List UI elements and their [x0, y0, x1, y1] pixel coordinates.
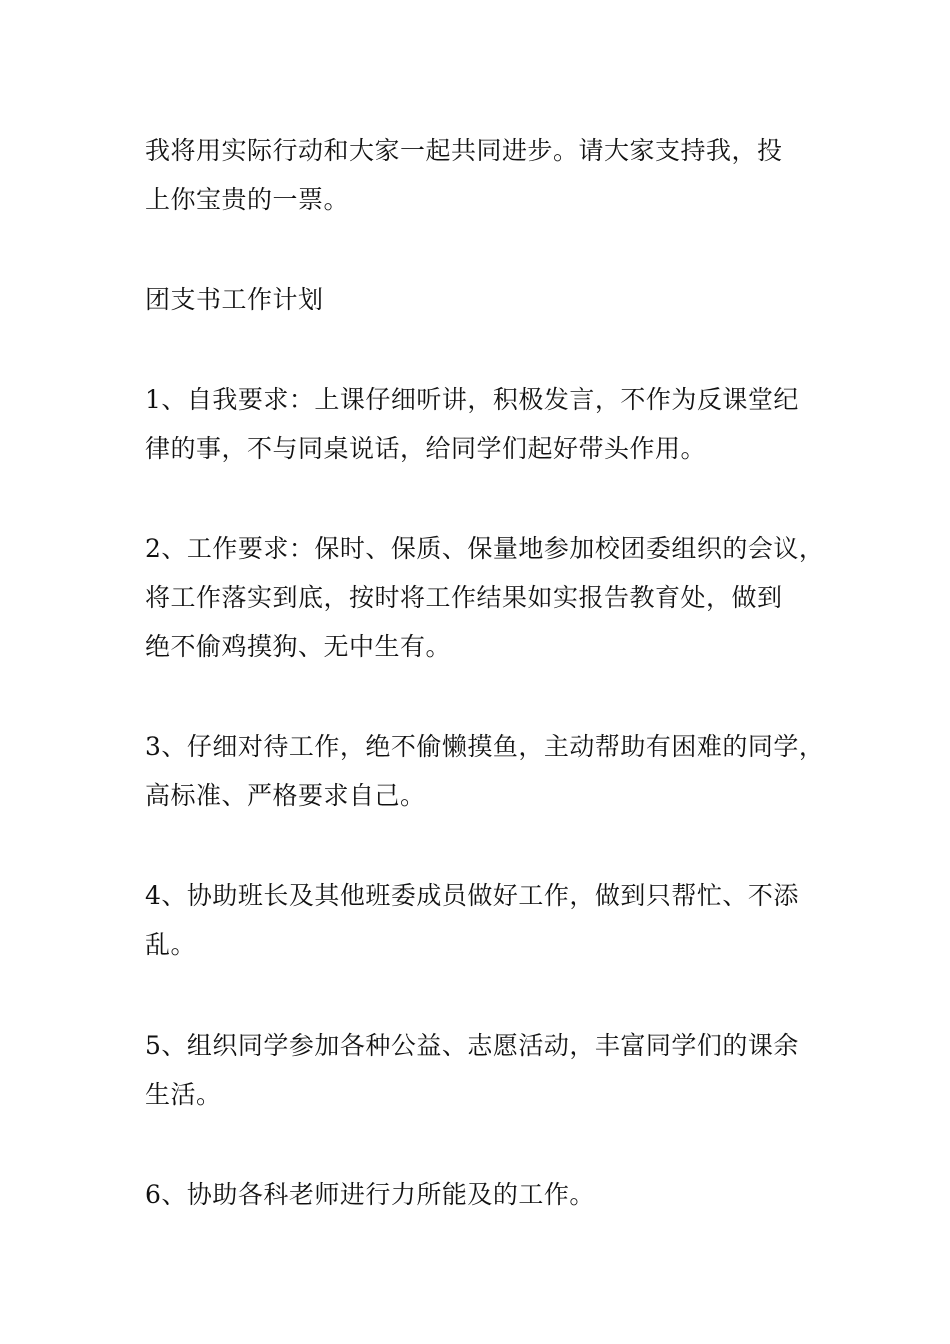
text-line: 4、协助班长及其他班委成员做好工作，做到只帮忙、不添: [145, 881, 799, 910]
text-line: 我将用实际行动和大家一起共同进步。请大家支持我，投: [145, 136, 783, 165]
text-line: 生活。: [145, 1080, 222, 1109]
plan-item-2: [145, 524, 825, 671]
plan-item-1: [145, 375, 825, 473]
text-line: 团支书工作计划: [145, 285, 324, 314]
text-line: 律的事，不与同桌说话，给同学们起好带头作用。: [145, 434, 707, 463]
plan-item-4: [145, 871, 825, 969]
plan-item-3: [145, 722, 825, 820]
section-heading: [145, 275, 825, 324]
text-line: 高标准、严格要求自己。: [145, 781, 426, 810]
text-line: 上你宝贵的一票。: [145, 185, 350, 214]
paragraph-closing-statement: [145, 126, 825, 224]
text-line: 5、组织同学参加各种公益、志愿活动，丰富同学们的课余: [145, 1031, 799, 1060]
text-line: 6、协助各科老师进行力所能及的工作。: [145, 1180, 595, 1209]
text-line: 2、工作要求：保时、保质、保量地参加校团委组织的会议，: [145, 534, 825, 563]
text-line: 1、自我要求：上课仔细听讲，积极发言，不作为反课堂纪: [145, 385, 799, 414]
text-line: 3、仔细对待工作，绝不偷懒摸鱼，主动帮助有困难的同学，: [145, 732, 825, 761]
text-line: 将工作落实到底，按时将工作结果如实报告教育处，做到: [145, 583, 783, 612]
text-line: 绝不偷鸡摸狗、无中生有。: [145, 632, 452, 661]
plan-item-5: [145, 1021, 825, 1119]
plan-item-6: [145, 1170, 825, 1219]
text-line: 乱。: [145, 930, 197, 959]
